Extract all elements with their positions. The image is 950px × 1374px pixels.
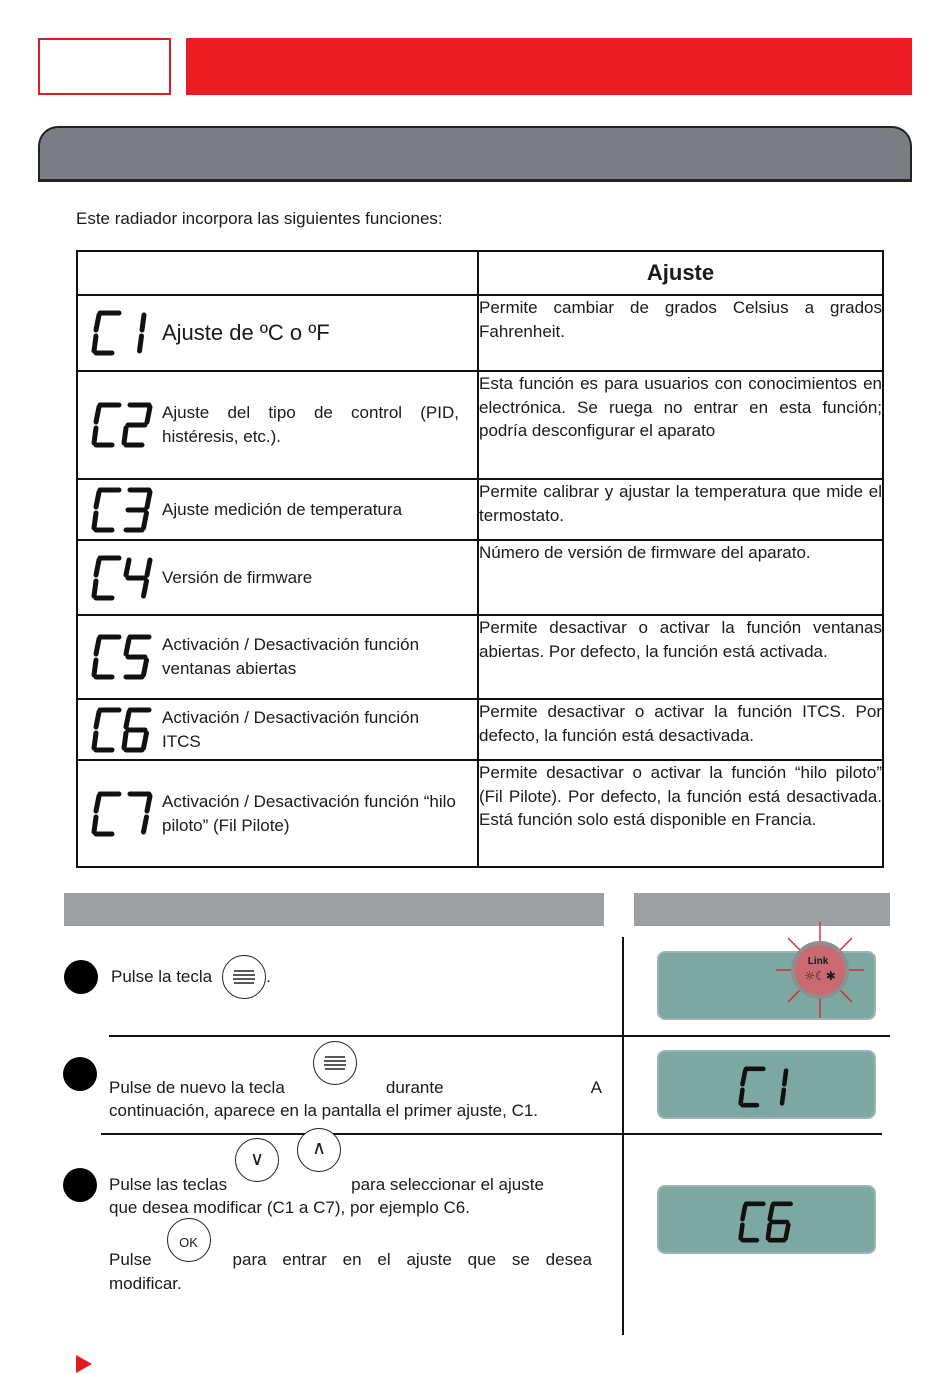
function-description: Permite desactivar o activar la función ventanas abiertas. Por defecto, la función está activada. [478,615,883,699]
functions-table [76,250,884,868]
function-label: Ajuste del tipo de control (PID, histéresis, etc.). [162,403,459,446]
function-label: Activación / Desactivación función “hilo piloto” (Fil Pilote) [162,791,456,835]
step-3-text [109,1137,592,1295]
segment-stroke [126,712,129,727]
segment-stroke [142,315,144,330]
segment-stroke [94,428,96,443]
segment-stroke [147,796,150,811]
step-3-part-b: para seleccionar el ajuste [351,1174,544,1194]
segment-stroke [742,1206,745,1220]
segment-stroke [147,560,150,575]
step-3-part-a: Pulse las teclas [109,1174,228,1194]
step-bullet-1 [64,960,98,994]
seven-segment-code [90,485,156,535]
svg-text:☼☾✱: ☼☾✱ [804,969,836,983]
function-description: Permite desactivar o activar la función ITCS. Por defecto, la función está desactivada. [478,699,883,760]
segment-stroke [96,560,99,575]
chapter-banner [38,126,912,182]
function-description: Esta función es para usuarios con conocimientos en electrónica. Se ruega no entrar en esta función; podría desconfigurar el aparato [478,371,883,479]
segment-stroke [94,817,96,832]
seven-segment-code [90,705,156,755]
lcd-code-c6 [737,1197,797,1247]
lcd-display-3 [657,1185,876,1254]
segment-stroke [741,1225,743,1239]
segment-stroke [140,336,142,351]
svg-text:Link: Link [807,956,829,967]
step-3-part-c: Pulse [109,1250,152,1269]
segment-stroke [96,639,99,654]
table-header-left [77,251,478,295]
table-row [77,615,883,699]
segment-stroke [96,407,99,422]
table-row [77,371,883,479]
step-bullet-3 [63,1168,97,1202]
step-2-part-b: durante [385,1077,444,1097]
step-2-part-a: Pulse de nuevo la tecla [109,1077,285,1097]
segment-stroke [786,1225,789,1239]
seven-segment-code [90,553,156,603]
ok-key[interactable] [167,1218,211,1262]
page-number-box [38,38,171,95]
step-2-line-2: continuación, aparece en la pantalla el primer ajuste, C1. [109,1101,539,1120]
function-label: Activación / Desactivación función ventanas abiertas [162,635,420,678]
step-3-line-2: que desea modificar (C1 a C7), por ejemplo C6. [109,1198,470,1217]
segment-stroke [784,1071,786,1085]
function-label: Ajuste medición de temperatura [162,499,403,519]
step-1-text [111,954,271,1000]
segment-stroke [94,581,96,596]
function-label: Ajuste de ºC o ºF [162,320,330,345]
seven-segment-code [90,400,156,450]
table-row [77,760,883,867]
segment-stroke [768,1225,770,1239]
segment-stroke [144,817,147,832]
segment-stroke [782,1090,784,1104]
step-3-part-d: para entrar en el ajuste que se desea [232,1250,592,1269]
column-divider [622,937,624,1335]
segment-stroke [96,492,99,507]
table-row [77,540,883,615]
function-description: Permite cambiar de grados Celsius a grados Fahrenheit. [478,295,883,371]
menu-lines-icon [314,1042,356,1084]
segment-stroke [94,733,96,748]
function-description: Permite calibrar y ajustar la temperatura que mide el termostato. [478,479,883,540]
seven-segment-code [90,632,156,682]
segment-stroke [96,712,99,727]
step-separator [109,1035,890,1037]
segment-stroke [741,1090,743,1104]
segment-stroke [144,513,147,528]
blinking-badge-icon [770,920,870,1020]
step-1-after: . [266,967,271,987]
chevron-up-icon: ∧ [312,1137,327,1159]
segment-stroke [144,581,147,596]
menu-key[interactable] [313,1041,357,1085]
step-3-line-4: modificar. [109,1273,182,1293]
step-2-part-c: A [590,1077,602,1097]
next-page-arrow-icon [76,1355,92,1373]
step-separator [101,1133,882,1135]
segment-stroke [96,315,99,330]
segment-stroke [147,407,150,422]
lcd-code-c1 [737,1062,797,1112]
chevron-down-icon: ∨ [250,1148,265,1170]
segment-stroke [770,1206,773,1220]
table-header-right: Ajuste [478,251,883,295]
segment-stroke [147,492,150,507]
menu-lines-icon [223,956,265,998]
segment-stroke [126,639,129,654]
section-title-bar [186,38,912,95]
segment-stroke [144,660,147,675]
lcd-display-2 [657,1050,876,1119]
segment-stroke [742,1071,745,1085]
intro-text: Este radiador incorpora las siguientes funciones: [76,209,443,228]
menu-key[interactable] [222,955,266,999]
segment-stroke [94,660,96,675]
ok-key-label: OK [179,1234,198,1250]
segment-stroke [94,513,96,528]
steps-header-bar [64,893,604,926]
table-row [77,479,883,540]
function-description: Permite desactivar o activar la función “hilo piloto” (Fil Pilote). Por defecto, la función está desactivada. Está función solo está disponible en Francia. [478,760,883,867]
table-header-row [77,251,883,295]
table-row [77,295,883,371]
step-2-text [109,1052,602,1123]
step-bullet-2 [63,1057,97,1091]
segment-stroke [124,733,126,748]
seven-segment-code [90,789,156,839]
up-key[interactable] [297,1128,341,1172]
segment-stroke [124,428,126,443]
down-key[interactable] [235,1138,279,1182]
table-row [77,699,883,760]
segment-stroke [94,336,96,351]
segment-stroke [144,733,147,748]
segment-stroke [96,796,99,811]
function-label: Activación / Desactivación función ITCS [162,707,420,751]
step-1-before: Pulse la tecla [111,967,213,987]
function-label: Versión de firmware [162,567,313,587]
function-description: Número de versión de firmware del aparato. [478,540,883,615]
segment-stroke [126,560,129,575]
seven-segment-code [90,308,156,358]
